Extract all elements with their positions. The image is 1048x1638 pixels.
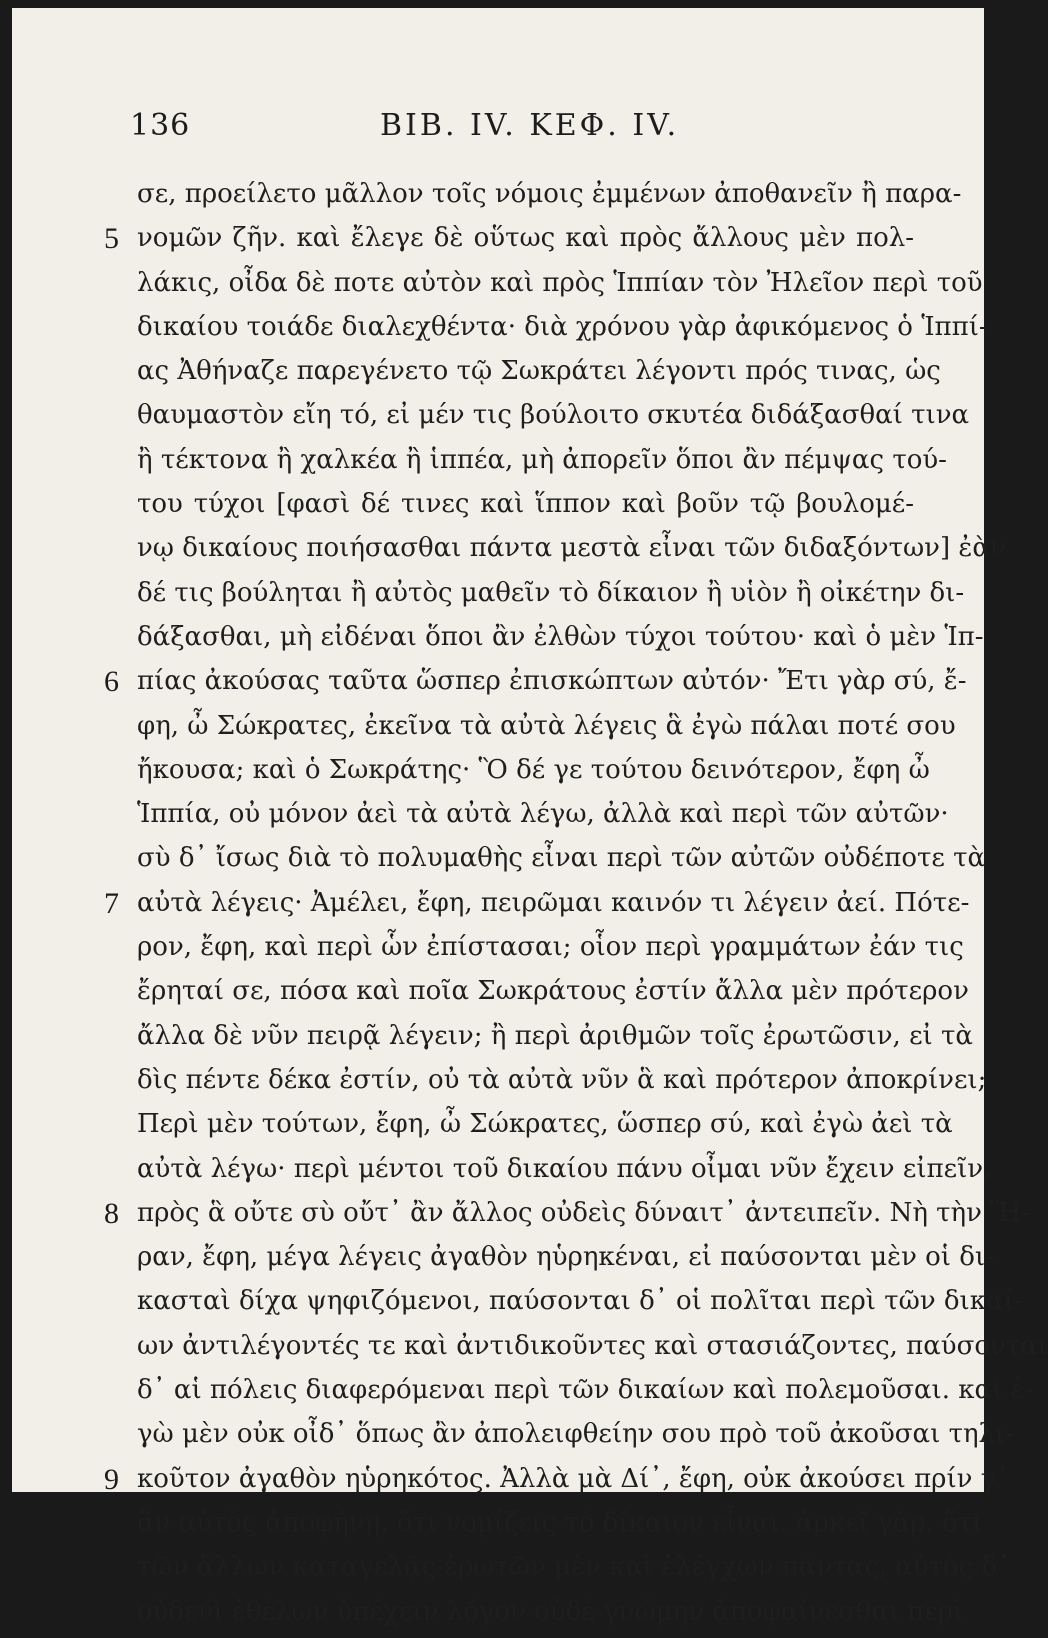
text-line	[12, 353, 984, 397]
text-line	[12, 1106, 984, 1150]
line-text: ἔρηταί σε, πόσα καὶ ποῖα Σωκράτους ἐστίν ἄλλα μὲν πρότερον	[137, 976, 969, 1007]
line-text: Ἱππία, οὐ μόνον ἀεὶ τὰ αὐτὰ λέγω, ἀλλὰ καὶ περὶ τῶν αὐτῶν·	[137, 799, 949, 830]
line-text: πρὸς ἃ οὔτε σὺ οὔτ᾽ ἂν ἄλλος οὐδεὶς δύναιτ᾽ ἀντειπεῖν. Νὴ τὴν Ἥ-	[137, 1197, 1030, 1228]
text-line	[12, 442, 984, 486]
text-line	[12, 1505, 984, 1549]
text-line	[12, 973, 984, 1017]
text-line	[12, 1461, 1010, 1505]
line-text: οὐδενὶ ἐθέλων ὑπέχειν λόγον οὐδὲ γνώμην ἀποφαίνεσθαι περὶ	[137, 1596, 964, 1627]
line-text: ἤκουσα; καὶ ὁ Σωκράτης· Ὃ δέ γε τούτου δεινότερον, ἔφη ὦ	[137, 754, 930, 785]
text-line	[12, 885, 984, 929]
line-text: δὶς πέντε δέκα ἐστίν, οὐ τὰ αὐτὰ νῦν ἃ καὶ πρότερον ἀποκρίνει;	[137, 1064, 987, 1095]
text-line	[12, 1195, 1030, 1239]
line-text: αὐτὰ λέγω· περὶ μέντοι τοῦ δικαίου πάνυ οἶμαι νῦν ἔχειν εἰπεῖν,	[137, 1153, 992, 1184]
line-text: φη, ὦ Σώκρατες, ἐκεῖνα τὰ αὐτὰ λέγεις ἃ ἐγὼ πάλαι ποτέ σου	[137, 710, 956, 741]
line-text: αὐτὰ λέγεις· Ἀμέλει, ἔφη, πειρῶμαι καινόν τι λέγειν ἀεί. Πότε-	[137, 887, 970, 918]
text-line	[12, 840, 984, 884]
line-text: γὼ μὲν οὐκ οἶδ᾽ ὅπως ἂν ἀπολειφθείην σου πρὸ τοῦ ἀκοῦσαι τηλι-	[137, 1419, 1014, 1450]
text-line	[12, 1549, 1011, 1593]
line-text: ρον, ἔφη, καὶ περὶ ὧν ἐπίστασαι; οἷον περὶ γραμμάτων ἐάν τις	[137, 932, 964, 963]
line-text: κασταὶ δίχα ψηφιζόμενοι, παύσονται δ᾽ οἱ πολῖται περὶ τῶν δικαί-	[137, 1286, 1023, 1317]
text-line	[12, 1239, 994, 1283]
line-text: κοῦτον ἀγαθὸν ηὑρηκότος. Ἀλλὰ μὰ Δί᾽, ἔφη, οὐκ ἀκούσει πρίν γ᾽	[137, 1463, 1010, 1494]
text-line	[12, 1151, 992, 1195]
text-line	[12, 796, 984, 840]
line-text: θαυμαστὸν εἴη τό, εἰ μέν τις βούλοιτο σκυτέα διδάξασθαί τινα	[137, 400, 970, 431]
line-text: του τύχοι [φασὶ δέ τινες καὶ ἵππον καὶ βοῦν τῷ βουλομέ-	[137, 489, 914, 520]
book-page	[12, 8, 1048, 1627]
line-text: δικαίου τοιάδε διαλεχθέντα· διὰ χρόνου γὰρ ἀφικόμενος ὁ Ἱππί-	[137, 311, 988, 342]
text-line	[12, 220, 984, 264]
text-line	[12, 619, 984, 663]
text-line	[12, 663, 984, 707]
page-number: 136	[130, 108, 191, 143]
line-text: δάξασθαι, μὴ εἰδέναι ὅποι ἂν ἐλθὼν τύχοι τούτου· καὶ ὁ μὲν Ἱπ-	[137, 621, 984, 652]
line-text: ων ἀντιλέγοντές τε καὶ ἀντιδικοῦντες καὶ στασιάζοντες, παύσονται	[137, 1330, 1048, 1361]
text-line	[12, 1594, 984, 1638]
section-number: 6	[104, 665, 119, 699]
text-line	[12, 486, 984, 530]
text-line	[12, 1328, 1048, 1372]
line-text: πίας ἀκούσας ταῦτα ὥσπερ ἐπισκώπτων αὐτόν· Ἔτι γὰρ σύ, ἔ-	[137, 666, 967, 697]
text-line	[12, 575, 984, 619]
line-text: ἄλλα δὲ νῦν πειρᾷ λέγειν; ἢ περὶ ἀριθμῶν τοῖς ἐρωτῶσιν, εἰ τὰ	[137, 1020, 973, 1051]
line-text: Περὶ μὲν τούτων, ἔφη, ὦ Σώκρατες, ὥσπερ σύ, καὶ ἐγὼ ἀεὶ τὰ	[137, 1109, 953, 1140]
text-line	[12, 1018, 984, 1062]
line-text: νῳ δικαίους ποιήσασθαι πάντα μεστὰ εἶναι τῶν διδαξόντων] ἐὰν	[137, 533, 1006, 564]
running-head: ΒΙΒ. IV. ΚΕΦ. IV.	[380, 108, 680, 143]
section-number: 9	[104, 1462, 119, 1496]
section-number: 8	[104, 1196, 119, 1230]
text-line	[12, 176, 984, 220]
text-line	[12, 309, 988, 353]
line-text: σὺ δ᾽ ἴσως διὰ τὸ πολυμαθὴς εἶναι περὶ τῶν αὐτῶν οὐδέποτε τὰ	[137, 843, 986, 874]
text-line	[12, 1283, 1023, 1327]
text-line	[12, 397, 984, 441]
line-text: λάκις, οἶδα δὲ ποτε αὐτὸν καὶ πρὸς Ἱππίαν τὸν Ἠλεῖον περὶ τοῦ	[137, 267, 983, 298]
text-line	[12, 1062, 987, 1106]
line-text: τῶν ἄλλων καταγελᾷς ἐρωτῶν μὲν καὶ ἐλέγχων πάντας, αὐτὸς δ᾽	[137, 1552, 1011, 1583]
text-line	[12, 265, 984, 309]
line-text: νομῶν ζῆν. καὶ ἔλεγε δὲ οὕτως καὶ πρὸς ἄλλους μὲν πολ-	[137, 223, 914, 254]
text-line	[12, 530, 1006, 574]
section-number: 7	[104, 886, 119, 920]
text-line	[12, 1416, 1014, 1460]
text-line	[12, 1372, 1034, 1416]
section-number: 5	[104, 222, 119, 256]
text-line	[12, 929, 984, 973]
line-text: ἢ τέκτονα ἢ χαλκέα ἢ ἱππέα, μὴ ἀπορεῖν ὅποι ἂν πέμψας τού-	[137, 444, 947, 475]
text-line	[12, 708, 984, 752]
line-text: ἂν αὐτὸς ἀποφήνῃ, ὅτι νομίζεις τὸ δίκαιον εἶναι. ἀρκεῖ γάρ, ὅτι	[137, 1507, 983, 1538]
line-text: δ᾽ αἱ πόλεις διαφερόμεναι περὶ τῶν δικαίων καὶ πολεμοῦσαι. καὶ ἐ-	[137, 1375, 1034, 1406]
line-text: ας Ἀθήναζε παρεγένετο τῷ Σωκράτει λέγοντι πρός τινας, ὡς	[137, 356, 941, 387]
text-body	[12, 176, 1048, 1638]
page-header	[130, 108, 830, 152]
line-text: ραν, ἔφη, μέγα λέγεις ἀγαθὸν ηὑρηκέναι, εἰ παύσονται μὲν οἱ δι-	[137, 1242, 994, 1273]
line-text: δέ τις βούληται ἢ αὐτὸς μαθεῖν τὸ δίκαιον ἢ υἱὸν ἢ οἰκέτην δι-	[137, 577, 965, 608]
text-line	[12, 752, 984, 796]
line-text: σε, προείλετο μᾶλλον τοῖς νόμοις ἐμμένων ἀποθανεῖν ἢ παρα-	[137, 179, 962, 209]
